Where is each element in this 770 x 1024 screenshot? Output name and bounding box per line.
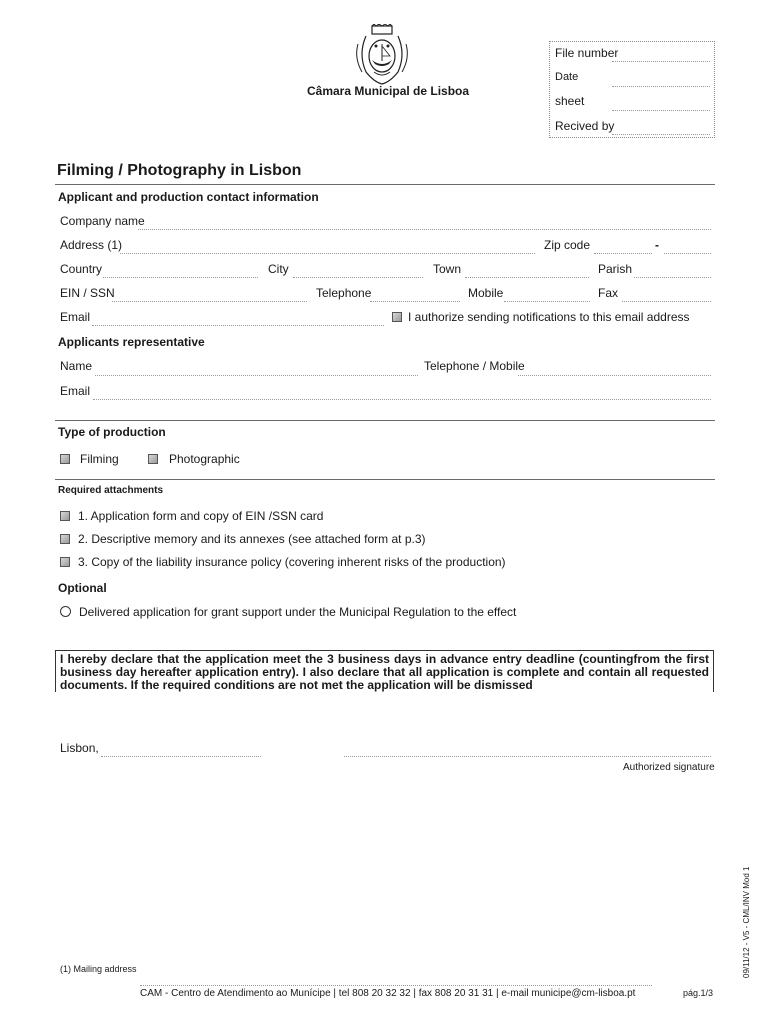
attachment-1-checkbox[interactable] — [60, 511, 70, 521]
file-number-label: File number — [555, 46, 619, 60]
ein-ssn-field[interactable] — [112, 301, 307, 302]
mobile-label: Mobile — [468, 286, 504, 300]
parish-label: Parish — [598, 262, 633, 276]
signature-field[interactable] — [344, 756, 711, 757]
company-name-field[interactable] — [138, 229, 711, 230]
telephone-label: Telephone — [316, 286, 372, 300]
coat-of-arms-emblem — [352, 24, 412, 86]
attachments-rule — [55, 479, 715, 480]
file-number-field[interactable] — [612, 61, 710, 62]
rep-telephone-label: Telephone / Mobile — [424, 359, 525, 373]
declaration-box: I hereby declare that the application meet the 3 business days in advance entry deadline (countingfrom the first business day hereafter application entry). I also declare that all application is complete and contain all requested documents. If the required conditions are not met the application will be dismissed — [55, 650, 714, 692]
zip-code-label: Zip code — [544, 238, 591, 252]
sheet-field[interactable] — [612, 110, 710, 111]
parish-field[interactable] — [634, 277, 711, 278]
date-label: Date — [555, 71, 579, 83]
production-heading: Type of production — [58, 425, 166, 439]
photographic-label: Photographic — [169, 452, 240, 466]
optional-label: Delivered application for grant support under the Municipal Regulation to the effect — [79, 605, 517, 619]
received-by-label: Recived by — [555, 119, 615, 133]
fax-label: Fax — [598, 286, 619, 300]
authorize-email-label: I authorize sending notifications to this email address — [408, 310, 690, 324]
company-name-label: Company name — [60, 214, 145, 228]
place-label: Lisbon, — [60, 741, 99, 755]
country-label: Country — [60, 262, 103, 276]
org-name: Câmara Municipal de Lisboa — [307, 84, 470, 98]
signature-label: Authorized signature — [623, 762, 715, 773]
optional-radio[interactable] — [60, 606, 71, 617]
rep-email-field[interactable] — [93, 399, 711, 400]
office-use-box — [549, 41, 715, 138]
attachment-3-label: 3. Copy of the liability insurance policy (covering inherent risks of the production) — [78, 555, 506, 569]
production-rule — [55, 420, 715, 421]
address-field[interactable] — [120, 253, 535, 254]
filming-label: Filming — [80, 452, 119, 466]
sheet-label: sheet — [555, 94, 585, 108]
title-rule — [55, 184, 715, 185]
attachments-heading: Required attachments — [58, 485, 164, 496]
photographic-checkbox[interactable] — [148, 454, 158, 464]
zip-dash: - — [655, 238, 659, 252]
page-number: pág.1/3 — [683, 988, 714, 998]
email-label: Email — [60, 310, 91, 324]
footer-rule — [140, 985, 652, 986]
zip-code-field-1[interactable] — [594, 253, 652, 254]
mobile-field[interactable] — [504, 301, 590, 302]
document-code: 09/11/12 - V5 - CML/INV Mod 1 — [742, 866, 751, 978]
telephone-field[interactable] — [370, 301, 460, 302]
city-label: City — [268, 262, 289, 276]
rep-name-label: Name — [60, 359, 93, 373]
representative-heading: Applicants representative — [58, 335, 205, 349]
attachment-2-label: 2. Descriptive memory and its annexes (see attached form at p.3) — [78, 532, 426, 546]
email-field[interactable] — [92, 325, 384, 326]
footnote: (1) Mailing address — [60, 964, 137, 974]
rep-email-label: Email — [60, 384, 91, 398]
fax-field[interactable] — [622, 301, 711, 302]
date-place-field[interactable] — [101, 756, 261, 757]
optional-heading: Optional — [58, 581, 107, 595]
attachment-1-label: 1. Application form and copy of EIN /SSN card — [78, 509, 324, 523]
attachment-3-checkbox[interactable] — [60, 557, 70, 567]
applicant-heading: Applicant and production contact information — [58, 190, 319, 204]
date-field[interactable] — [612, 86, 710, 87]
town-field[interactable] — [465, 277, 589, 278]
ein-ssn-label: EIN / SSN — [60, 286, 115, 300]
footer-contact: CAM - Centro de Atendimento ao Munícipe | tel 808 20 32 32 | fax 808 20 31 31 | e-mail municipe@cm-lisboa.pt — [140, 988, 636, 999]
received-by-field[interactable] — [612, 134, 710, 135]
page-title: Filming / Photography in Lisbon — [57, 162, 302, 179]
zip-code-field-2[interactable] — [664, 253, 711, 254]
rep-telephone-field[interactable] — [518, 375, 711, 376]
rep-name-field[interactable] — [95, 375, 418, 376]
filming-checkbox[interactable] — [60, 454, 70, 464]
authorize-email-checkbox[interactable] — [392, 312, 402, 322]
attachment-2-checkbox[interactable] — [60, 534, 70, 544]
town-label: Town — [433, 262, 462, 276]
address-label: Address (1) — [60, 238, 123, 252]
country-field[interactable] — [103, 277, 258, 278]
city-field[interactable] — [293, 277, 423, 278]
